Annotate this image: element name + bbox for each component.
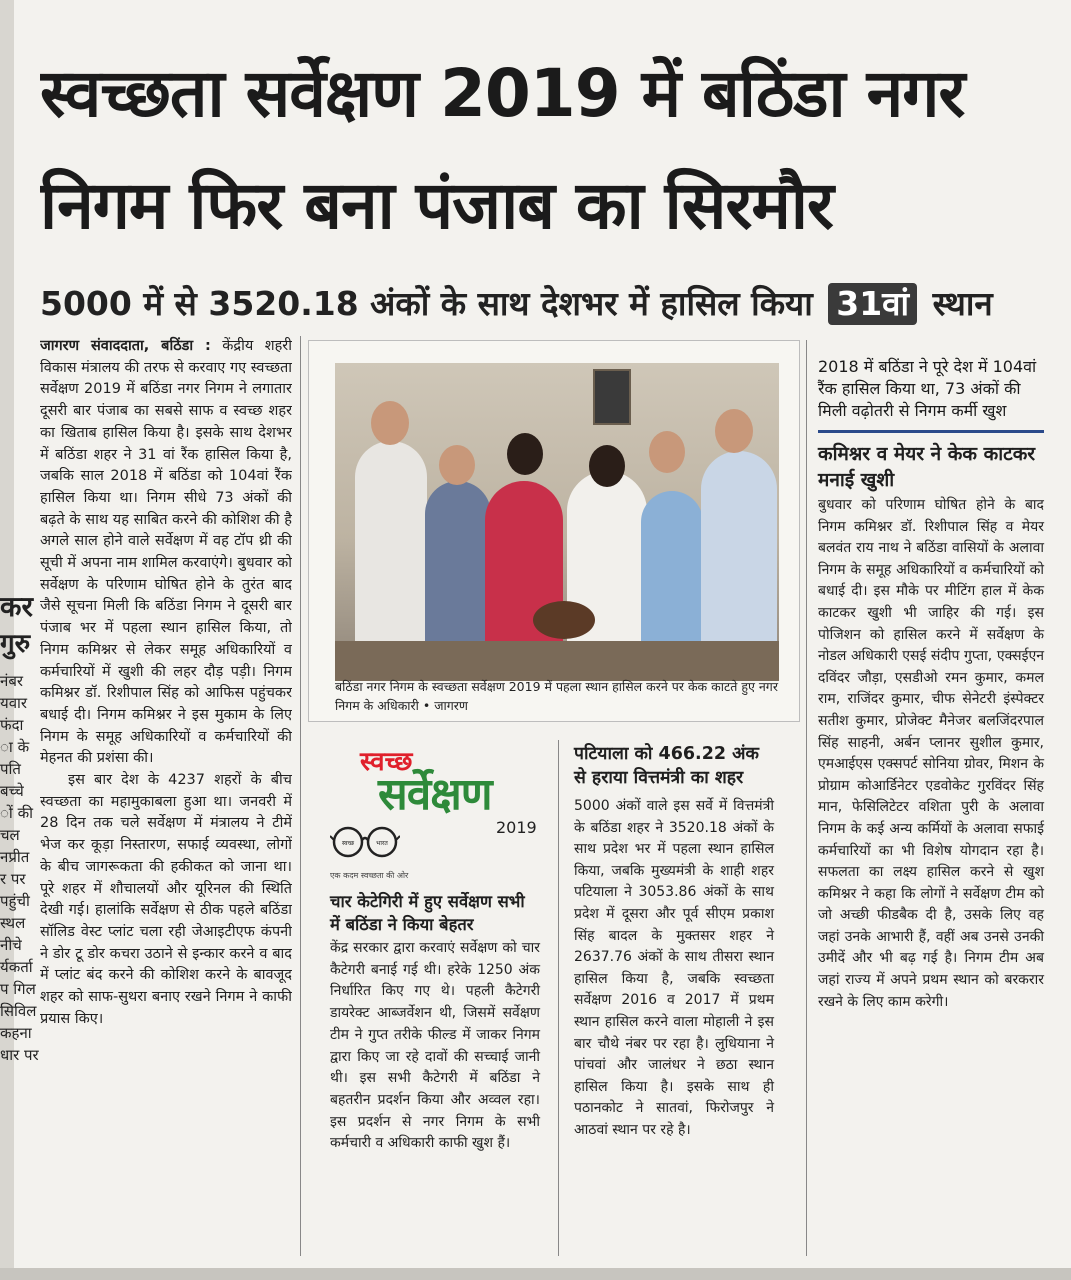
fragment-line: पहुंची: [0, 892, 30, 910]
subheadline-suffix: स्थान: [932, 284, 993, 323]
cake: [533, 601, 595, 639]
photo-box: [308, 340, 800, 722]
right-column-heading: कमिश्नर व मेयर ने केक काटकर मनाई खुशी: [818, 443, 1036, 491]
fragment-line: नीचे: [0, 936, 22, 954]
swachh-survekshan-logo: [326, 740, 548, 890]
fragment-line: बच्चे: [0, 782, 24, 800]
category-story: [330, 890, 540, 1155]
logo-slogan: एक कदम स्वच्छता की ओर: [330, 871, 409, 880]
patiala-story-heading: पटियाला को 466.22 अंक से हराया वित्तमंत्री का शहर: [574, 744, 759, 788]
wall-portrait: [593, 369, 631, 425]
patiala-story-body: 5000 अंकों वाले इस सर्वे में वित्तमंत्री के बठिंडा शहर ने 3520.18 अंकों के साथ प्रदेश भर में पहला स्थान हासिल किया, जबकि मुख्यमंत्री के शाही शहर पटियाला ने 3053.86 अंकों के साथ प्रदेश में दूसरा और पूर्व सीएम प्रकाश सिंह बादल के मुक्तसर शहर ने 2637.76 अंकों के साथ तीसरा स्थान हासिल किया है, जबकि स्वच्छता सर्वेक्षण 2016 व 2017 में प्रथम स्थान हासिल करने वाला मोहाली ने इस बार चौथे नंबर पर रहा है। लुधियाना ने पांचवां और जालंधर ने छठा स्थान हासिल किया है। इसके साथ ही पठानकोट ने सातवां, फिरोजपुर ने आठवां स्थान पर रहे है।: [574, 798, 774, 1138]
fragment-line: र पर: [0, 870, 26, 888]
person-head: [439, 445, 475, 485]
fragment-line: र्यकर्ता: [0, 958, 33, 976]
byline: जागरण संवाददाता, बठिंडा :: [40, 338, 211, 354]
fragment-line: नंबर: [0, 672, 24, 690]
subheadline: [40, 280, 1060, 328]
photo-credit: • जागरण: [422, 698, 468, 713]
page-bottom-edge: [0, 1268, 1071, 1280]
photo-caption: [335, 677, 779, 715]
fragment-line: सिविल: [0, 1002, 37, 1020]
fragment-line: स्थल: [0, 914, 26, 932]
highlight-box: 2018 में बठिंडा ने पूरे देश में 104वां रैंक हासिल किया था, 73 अंकों की मिली वढ़ोतरी से निगम कर्मी खुश: [818, 356, 1044, 433]
gandhi-glasses-icon: [330, 822, 400, 862]
subheadline-text: 5000 में से 3520.18 अंकों के साथ देशभर में हासिल किया: [40, 284, 813, 323]
fragment-heading-2: गुरु: [0, 629, 31, 659]
main-story-column: [40, 336, 292, 1256]
person-head: [589, 445, 625, 487]
fragment-line: प गिल: [0, 980, 36, 998]
person-head: [649, 431, 685, 473]
fragment-line: यवार: [0, 694, 28, 712]
fragment-line: ों की: [0, 804, 33, 822]
logo-sarvekshan-text: सर्वेक्षण: [378, 769, 492, 820]
fragment-line: धार पर: [0, 1046, 39, 1064]
main-story-para-2: इस बार देश के 4237 शहरों के बीच स्वच्छता का महामुकाबला हुआ था। जनवरी में 28 दिन तक चले सर्वेक्षण में मंत्रालय ने टीमें भेज कर कूड़ा निस्तारण, सफाई व्यवस्था, लोगों के बीच जागरूकता की हकीकत को जाना था। पूरे शहर में शौचालयों और यूरिनल की स्थिति देखी गई। हालांकि सर्वेक्षण से ठीक पहले बठिंडा सॉलिड वेस्ट प्लांट चला रही जेआइटीएफ कंपनी ने डोर टू डोर कचरा उठाने से इन्कार करने व बाद में प्लांट बंद करने की कोशिश करने के बावजूद शहर को साफ-सुथरा बनाए रखने निगम ने काफी प्रयास किए।: [40, 772, 292, 1027]
headline: [40, 38, 1060, 262]
main-story-para-1: [40, 336, 292, 770]
fragment-line: चल: [0, 826, 20, 844]
fragment-line: कहना: [0, 1024, 32, 1042]
rank-badge: 31वां: [828, 283, 917, 325]
person-head: [507, 433, 543, 475]
patiala-story: [574, 742, 774, 1142]
fragment-line: नप्रीत: [0, 848, 30, 866]
main-story-text-1: केंद्रीय शहरी विकास मंत्रालय की तरफ से करवाए गए स्वच्छता सर्वेक्षण 2019 में बठिंडा नगर निगम ने लगातार दूसरी बार पंजाब का सबसे साफ व स्वच्छ शहर का खिताब हासिल किया है। इसके साथ देशभर में बठिंडा शहर ने 31 वां रैंक हासिल किया है, जबकि साल 2018 में बठिंडा को 104वां रैंक हासिल किया था। निगम सीधे 73 अंकों की बढ़ते के साथ यह साबित करने की कोशिश की है अगले साल होने वाले सर्वेक्षण में वह टॉप थ्री की सूची में अपना नाम शामिल करवाएंगे। बुधवार को सर्वेक्षण के परिणाम घोषित होने के तुरंत बाद जैसे सूचना मिली कि बठिंडा निगम ने दूसरी बार पंजाब भर में पहला स्थान हासिल किया, तो निगम कमिश्नर से लेकर समूह अधिकारियों व कर्मचारियों में खुशी की लहर दौड़ पड़ी। निगम कमिश्नर डॉ. रिशीपाल सिंह को आफिस पहुंचकर बधाई दी। निगम कमिश्नर ने इस मुकाम के लिए निगम के समूह अधिकारियों व कर्मचारियों की मेहनत की प्रशंसा की।: [40, 338, 292, 767]
logo-swachh-text: स्वच्छ: [360, 747, 413, 777]
table: [335, 641, 779, 681]
group-photo: [335, 363, 779, 681]
category-story-body: केंद्र सरकार द्वारा करवाएं सर्वेक्षण को चार कैटेगरी बनाई गई थी। हरेके 1250 अंक निर्धारित किए गए थे। पहली कैटेगरी डायरेक्ट आब्जर्वेशन थी, जिसमें सर्वेक्षण टीम ने गुप्त तरीके फील्ड में जाकर निगम द्वारा किए जा रहे दावों की सच्चाई जानी थी। इस सभी कैटेगरी में बठिंडा ने बहतरीन प्रदर्शन किया और अव्वल रहा। इस प्रदर्शन से नगर निगम के सभी कर्मचारी व अधिकारी काफी खुश हैं।: [330, 940, 540, 1152]
column-divider: [300, 336, 301, 1256]
fragment-heading-1: कर: [0, 590, 33, 623]
right-column: [818, 356, 1044, 1013]
column-divider: [806, 340, 807, 1256]
lens-left-text: स्वच्छ: [341, 840, 355, 847]
column-divider: [558, 740, 559, 1256]
logo-year: 2019: [496, 818, 537, 837]
fragment-line: ा के: [0, 738, 30, 756]
fragment-line: पति: [0, 760, 21, 778]
caption-text: बठिंडा नगर निगम के स्वच्छता सर्वेक्षण 2019 में पहला स्थान हासिल करने पर केक काटते हुए नगर निगम के अधिकारी: [335, 679, 778, 713]
person-head: [715, 409, 753, 453]
right-column-body: बुधवार को परिणाम घोषित होने के बाद निगम कमिश्नर डॉ. रिशीपाल सिंह व मेयर बलवंत राय नाथ ने बठिंडा वासियों के अलावा निगम के समूह अधिकारियों व कर्मचारियों को बधाई दी। इस मौके पर मीटिंग हाल में केक काटकर खुशी भी जाहिर की गई। इस पोजिशन को हासिल करने में सर्वेक्षण के नोडल अधिकारी एसई संदीप गुप्ता, एक्सईएन दविंदर जौड़ा, एसडीओ रमन कुमार, कमल राम, राजिंदर कुमार, चीफ सेनेटरी इंस्पेक्टर सतीश कुमार, प्रोजेक्ट मैनेजर बलजिंदरपाल सिंह साहनी, अर्बन प्लानर सुशील कुमार, एमआईएस एक्सपर्ट सोनिया ग्रोवर, मिशन के प्रोग्राम कोआर्डिनेटर एडवोकेट गुरविंदर सिंह मान, फेसिलिटेटर वशिता पुरी के अलावा निगम के कई अन्य कर्मियों के अलावा सफाई कर्मचारियों का भी विशेष योगदान रहा है। सफलता का लक्ष्य हासिल करने से खुश कमिश्नर ने कहा कि लोगों ने सर्वेक्षण टीम को जो अच्छी फीडबैक दी है, उसके लिए वह जहां उनके आभारी हैं, वहीं अब उनसे उनकी उमीदें और भी बढ़ गई है। निगम टीम अब जहां राज्य में अपने प्रथम स्थान को बरकरार रखने के लिए काम करेगी।: [818, 497, 1044, 1010]
category-story-heading: चार केटेगिरी में हुए सर्वेक्षण सभी में बठिंडा ने किया बेहतर: [330, 892, 525, 934]
person-head: [371, 401, 409, 445]
headline-line-2: निगम फिर बना पंजाब का सिरमौर: [40, 167, 833, 244]
headline-line-1: स्वच्छता सर्वेक्षण 2019 में बठिंडा नगर: [40, 55, 965, 132]
lens-right-text: भारत: [376, 840, 388, 847]
fragment-line: फंदा: [0, 716, 24, 734]
